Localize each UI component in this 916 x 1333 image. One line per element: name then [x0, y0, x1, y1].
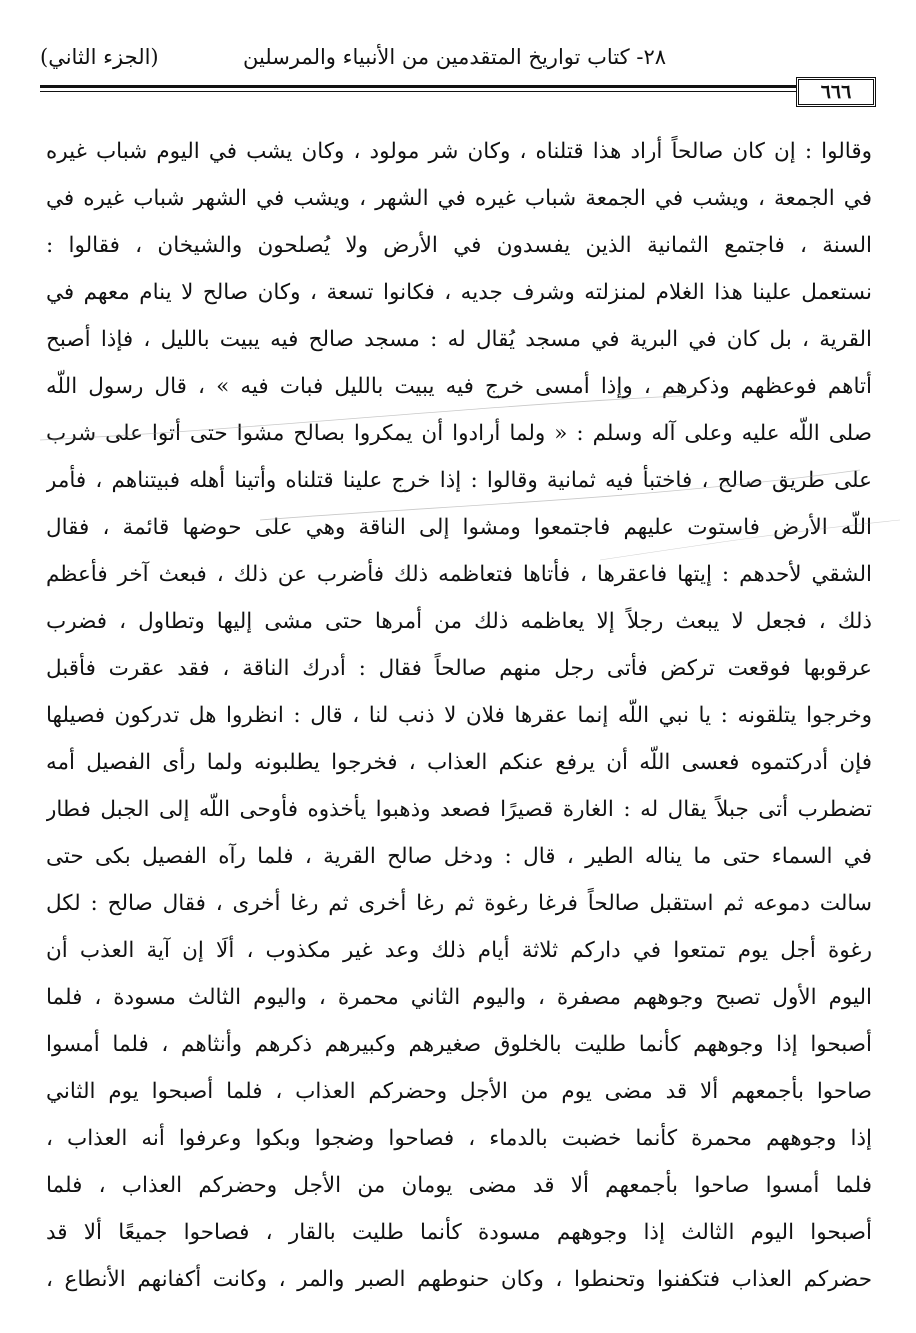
text-line: اللّه الأرض فاستوت عليهم فاجتمعوا ومشوا إلى الناقة وهي على حوضها قائمة ، فقال — [46, 515, 872, 540]
page-number: ٦٦٦ — [796, 77, 876, 107]
text-line: تضطرب أتى جبلاً يقال له : الغارة قصيرًا فصعد وذهبوا يأخذوه فأوحى اللّه إلى الجبل فطار — [46, 797, 872, 822]
text-line: صلى اللّه عليه وعلى آله وسلم : « ولما أرادوا أن يمكروا بصالح مشوا حتى أتوا على شرب — [46, 421, 872, 446]
text-line: في السماء حتى ما يناله الطير ، قال : ودخل صالح القرية ، فلما رآه الفصيل بكى حتى — [46, 844, 872, 869]
text-line: الشقي لأحدهم : إيتها فاعقرها ، فأتاها فتعاظمه ذلك فأضرب عن ذلك ، فبعث آخر فأعظم — [46, 562, 872, 587]
text-line: أصبحوا اليوم الثالث إذا وجوههم مسودة كأنما طليت بالقار ، فصاحوا جميعًا ألا قد — [46, 1220, 872, 1245]
text-line: في الجمعة ، ويشب في الجمعة شباب غيره في الشهر ، ويشب في الشهر شباب غيره في — [46, 186, 872, 211]
text-line: أصبحوا إذا وجوههم كأنما طليت بالخلوق صغيرهم وكبيرهم ذكرهم وأنثاهم ، فلما أمسوا — [46, 1032, 872, 1057]
text-line: نستعمل علينا هذا الغلام لمنزلته وشرف جديه ، فكانوا تسعة ، وكان صالح لا ينام معهم في — [46, 280, 872, 305]
text-line: اليوم الأول تصبح وجوههم مصفرة ، واليوم الثاني محمرة ، واليوم الثالث مسودة ، فلما — [46, 985, 872, 1010]
text-line: القرية ، بل كان في البرية في مسجد يُقال له : مسجد صالح فيه يبيت بالليل ، فإذا أصبح — [46, 327, 872, 352]
text-line: السنة ، فاجتمع الثمانية الذين يفسدون في الأرض ولا يُصلحون والشيخان ، فقالوا : — [46, 233, 872, 258]
text-line: فإن أدركتموه فعسى اللّه أن يرفع عنكم العذاب ، فخرجوا يطلبونه ولما رأى الفصيل أمه — [46, 750, 872, 775]
chapter-title: ٢٨- كتاب تواريخ المتقدمين من الأنبياء والمرسلين — [242, 45, 666, 69]
text-line: سالت دموعه ثم استقبل صالحاً فرغا رغوة ثم رغا أخرى ثم رغا أخرى ، فقال صالح : لكل — [46, 891, 872, 916]
text-line: وقالوا : إن كان صالحاً أراد هذا قتلناه ، وكان شر مولود ، وكان يشب في اليوم شباب غيره — [46, 139, 872, 164]
text-line: أتاهم فوعظهم وذكرهم ، وإذا أمسى خرج فيه يبيت بالليل فبات فيه » ، قال رسول اللّه — [46, 374, 872, 399]
text-line: صاحوا بأجمعهم ألا قد مضى يوم من الأجل وحضركم العذاب ، فلما أصبحوا يوم الثاني — [46, 1079, 872, 1104]
header-rule-thick — [40, 85, 876, 88]
text-line: رغوة أجل يوم تمتعوا في داركم ثلاثة أيام ذلك وعد غير مكذوب ، ألَا إن آية العذب أن — [46, 938, 872, 963]
text-line: ذلك ، فجعل لا يبعث رجلاً إلا يعاظمه ذلك من أمرها حتى مشى إليها وتطاول ، فضرب — [46, 609, 872, 634]
text-line: وخرجوا يتلقونه : يا نبي اللّه إنما عقرها فلان لا ذنب لنا ، قال : انظروا هل تدركون فصيلها — [46, 703, 872, 728]
body-text — [46, 128, 872, 1303]
running-header — [40, 40, 876, 80]
text-line: حضركم العذاب فتكفنوا وتحنطوا ، وكان حنوطهم الصبر والمر ، وكانت أكفانهم الأنطاع ، — [46, 1267, 872, 1292]
header-rule-thin — [40, 91, 876, 92]
text-line: عرقوبها فوقعت تركض فأتى رجل منهم صالحاً فقال : أدرك الناقة ، فقد عقرت فأقبل — [46, 656, 872, 681]
text-line: فلما أمسوا صاحوا بأجمعهم ألا قد مضى يومان من الأجل وحضركم العذاب ، فلما — [46, 1173, 872, 1198]
text-line: إذا وجوههم محمرة كأنما خضبت بالدماء ، فصاحوا وضجوا وبكوا وعرفوا أنه العذاب ، — [46, 1126, 872, 1151]
text-line: على طريق صالح ، فاختبأ فيه ثمانية وقالوا : إذا خرج علينا قتلناه وأتينا أهله فبيتناهم ، فأمر — [46, 468, 872, 493]
volume-label: (الجزء الثاني) — [40, 45, 159, 69]
